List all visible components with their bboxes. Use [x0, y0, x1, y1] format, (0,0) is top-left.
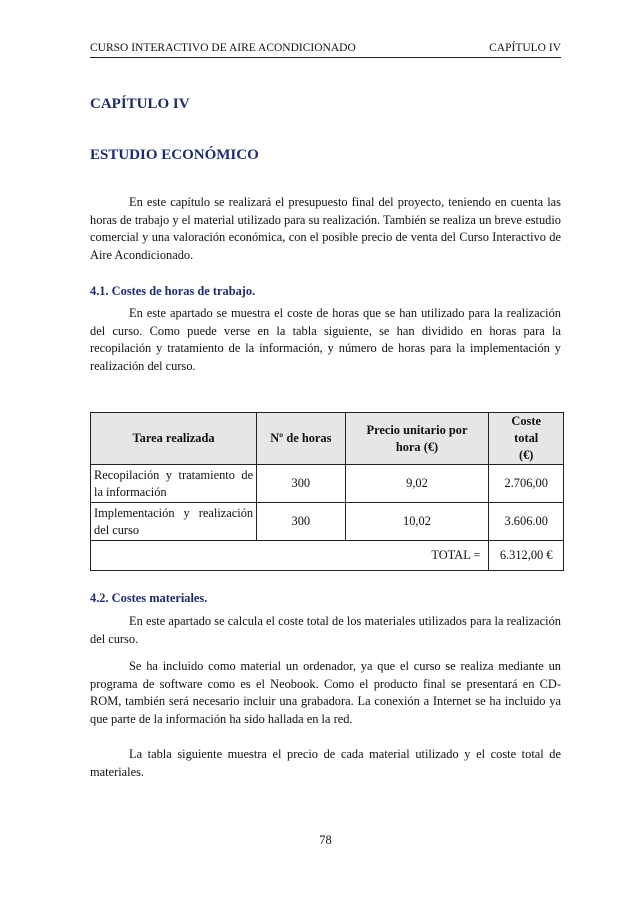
col-header-hours: Nº de horas — [257, 413, 345, 465]
cell-unit-price: 10,02 — [345, 503, 489, 541]
header-course-title: CURSO INTERACTIVO DE AIRE ACONDICIONADO — [90, 42, 356, 54]
cell-hours: 300 — [257, 503, 345, 541]
section-4-2-paragraph-3: La tabla siguiente muestra el precio de cada material utilizado y el coste total de materiales. — [90, 747, 561, 779]
section-heading-4-1: 4.1. Costes de horas de trabajo. — [90, 284, 256, 298]
section-4-1-paragraph: En este apartado se muestra el coste de horas que se han utilizado para la realización del curso. Como puede verse en la tabla siguiente, se han dividido en horas para la recopilación y tratamiento de la información, y número de horas para la implementación y realización del curso. — [90, 306, 561, 373]
chapter-heading: CAPÍTULO IV — [90, 96, 190, 112]
col-header-task: Tarea realizada — [91, 413, 257, 465]
table-total-row — [91, 541, 564, 571]
page-number: 78 — [319, 833, 332, 847]
section-4-2-paragraph-2: Se ha incluido como material un ordenador, ya que el curso se realiza mediante un programa de software como es el Neobook. Como el producto final se presentará en CD-ROM, también será necesario incluir una grabadora. La conexión a Internet se ha incluido ya que parte de la información ha sido hallada en la red. — [90, 659, 561, 726]
cell-unit-price: 9,02 — [345, 465, 489, 503]
cell-task: Recopilación y tratamiento de la información — [91, 465, 257, 503]
section-4-2-paragraph-1: En este apartado se calcula el coste total de los materiales utilizados para la realización del curso. — [90, 614, 561, 646]
intro-paragraph: En este capítulo se realizará el presupuesto final del proyecto, teniendo en cuenta las horas de trabajo y el material utilizado para su realización. También se realiza un breve estudio comercial y una valoración económica, con el posible precio de venta del Curso Interactivo de Aire Acondicionado. — [90, 195, 561, 262]
running-header — [90, 42, 561, 58]
col-header-unit-price: Precio unitario por hora (€) — [345, 413, 489, 465]
table-header-row — [91, 413, 564, 465]
total-value: 6.312,00 € — [489, 541, 564, 571]
table-row — [91, 503, 564, 541]
header-chapter: CAPÍTULO IV — [489, 42, 561, 54]
cell-total-cost: 2.706,00 — [489, 465, 564, 503]
table-row — [91, 465, 564, 503]
col-header-total-cost: Coste total (€) — [489, 413, 564, 465]
section-heading-4-2: 4.2. Costes materiales. — [90, 591, 208, 605]
cell-hours: 300 — [257, 465, 345, 503]
cell-total-cost: 3.606.00 — [489, 503, 564, 541]
chapter-title: ESTUDIO ECONÓMICO — [90, 147, 259, 163]
total-label: TOTAL = — [91, 541, 489, 571]
cell-task: Implementación y realización del curso — [91, 503, 257, 541]
labor-cost-table — [90, 412, 564, 571]
